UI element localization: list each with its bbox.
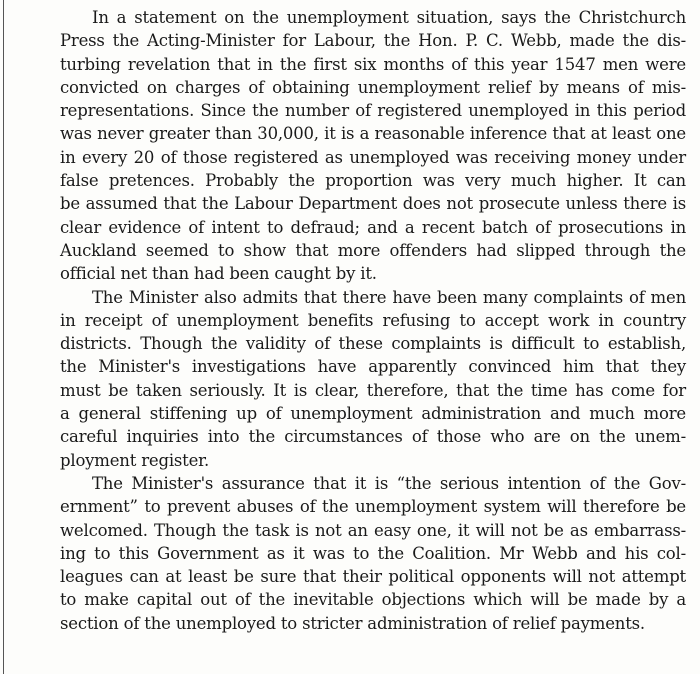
text-line: the Minister's investigations have apparently convinced him that they	[60, 357, 686, 377]
text-line: careful inquiries into the circumstances of those who are on the unem-	[60, 427, 686, 447]
text-line: welcomed. Though the task is not an easy one, it will not be as embarrass-	[60, 520, 686, 540]
text-line: The Minister's assurance that it is “the serious intention of the Gov-	[92, 473, 686, 493]
text-line: districts. Though the validity of these complaints is difficult to establish,	[60, 334, 686, 354]
article-body	[28, 6, 686, 635]
column-rule	[3, 0, 4, 674]
text-line: clear evidence of intent to defraud; and a recent batch of prosecutions in	[60, 217, 686, 237]
text-line: leagues can at least be sure that their political opponents will not attempt	[60, 567, 686, 587]
text-line: In a statement on the unemployment situation, says the Christchurch	[92, 8, 686, 27]
text-line: in every 20 of those registered as unemployed was receiving money under	[60, 147, 686, 167]
text-line: be assumed that the Labour Department does not prosecute unless there is	[60, 194, 686, 214]
text-line: was never greater than 30,000, it is a reasonable inference that at least one	[60, 124, 686, 144]
text-line: to make capital out of the inevitable objections which will be made by a	[60, 590, 686, 610]
paragraph-1	[28, 6, 686, 286]
paragraph-2	[28, 286, 686, 472]
text-line: section of the unemployed to stricter administration of relief payments.	[60, 613, 645, 633]
text-line: official net than had been caught by it.	[60, 264, 377, 284]
text-line: Press the Acting-Minister for Labour, the Hon. P. C. Webb, made the dis-	[60, 31, 686, 51]
text-line: ing to this Government as it was to the Coalition. Mr Webb and his col-	[60, 543, 686, 563]
text-line: turbing revelation that in the first six months of this year 1547 men were	[60, 54, 686, 74]
text-line: a general stiffening up of unemployment administration and much more	[60, 404, 686, 424]
text-line: representations. Since the number of registered unemployed in this period	[60, 101, 686, 121]
text-line: convicted on charges of obtaining unemployment relief by means of mis-	[60, 77, 686, 97]
text-line: false pretences. Probably the proportion was very much higher. It can	[60, 171, 686, 191]
text-line: Auckland seemed to show that more offenders had slipped through the	[60, 240, 686, 260]
text-line: must be taken seriously. It is clear, therefore, that the time has come for	[60, 380, 686, 400]
text-line: ployment register.	[60, 450, 210, 470]
text-line: in receipt of unemployment benefits refusing to accept work in country	[60, 310, 686, 330]
paragraph-3	[28, 472, 686, 635]
text-line: ernment” to prevent abuses of the unemployment system will therefore be	[60, 497, 686, 517]
text-line: The Minister also admits that there have been many complaints of men	[92, 287, 686, 307]
